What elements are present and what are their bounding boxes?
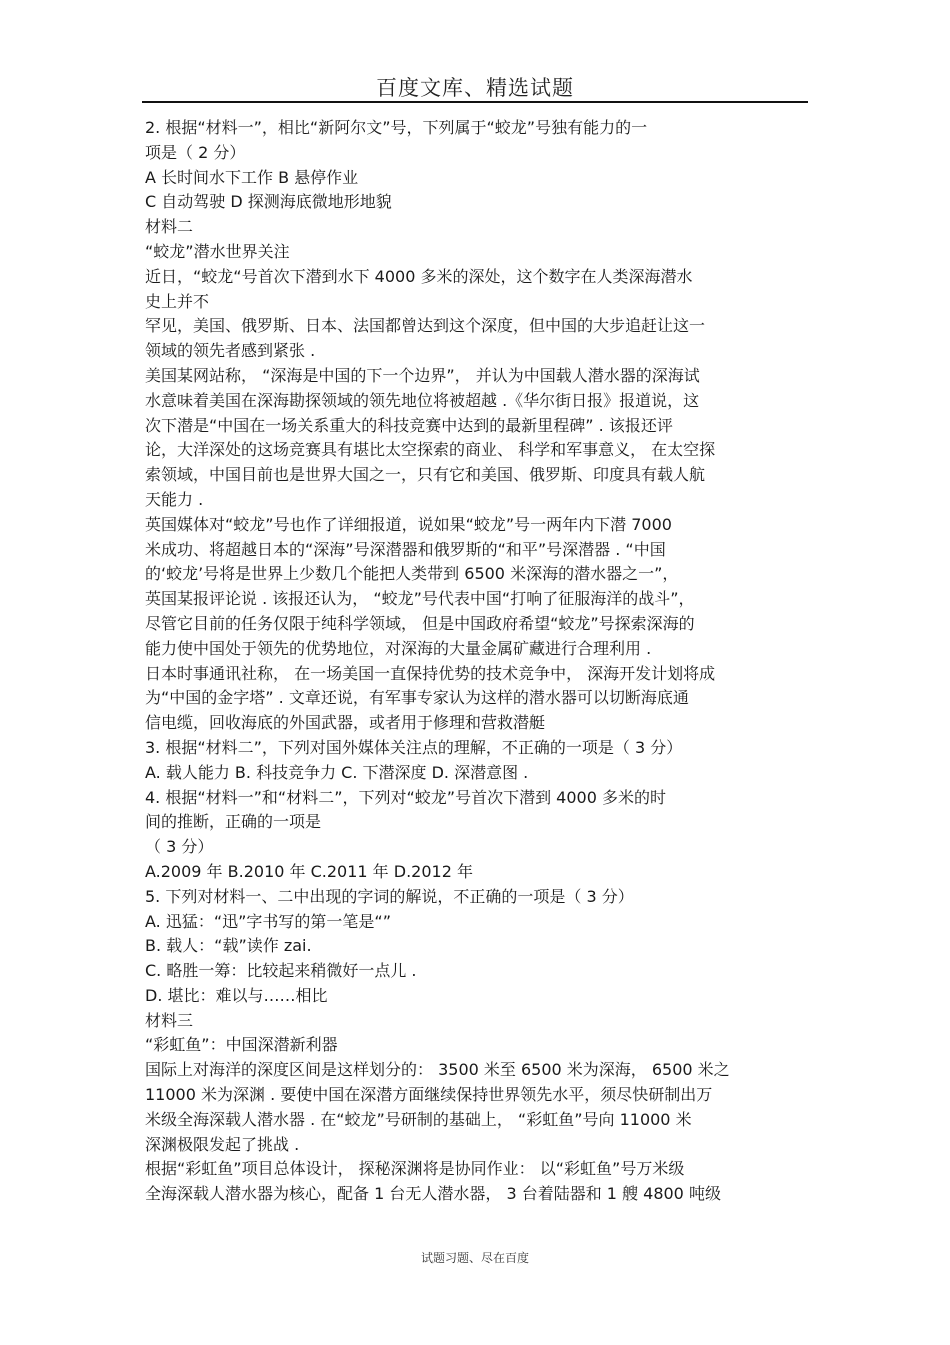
text-line: 近日，“蛟龙“号首次下潜到水下 4000 多米的深处，这个数字在人类深海潜水 — [145, 266, 693, 286]
text-line: A.2009 年 B.2010 年 C.2011 年 D.2012 年 — [145, 861, 473, 881]
text-line: C. 略胜一筹：比较起来稍微好一点儿 . — [145, 961, 417, 981]
text-line: 天能力 . — [145, 489, 204, 509]
text-line: 间的推断，正确的一项是 — [145, 812, 322, 832]
text-line: 材料三 — [145, 1010, 194, 1030]
text-line: 尽管它目前的任务仅限于纯科学领域， 但是中国政府希望“蛟龙”号探索深海的 — [145, 613, 695, 633]
page-footer: 试题习题、尽在百度 — [420, 1251, 529, 1265]
text-line: 11000 米为深渊 . 要使中国在深潜方面继续保持世界领先水平，须尽快研制出万 — [145, 1085, 713, 1105]
text-line: 的‘蛟龙’号将是世界上少数几个能把人类带到 6500 米深海的潜水器之一”， — [145, 564, 679, 584]
text-line: 3. 根据“材料二”，下列对国外媒体关注点的理解，不正确的一项是（ 3 分） — [145, 737, 683, 757]
text-line: 史上并不 — [145, 291, 210, 311]
text-line: D. 堪比：难以与……相比 — [145, 985, 328, 1005]
text-line: （ 3 分） — [145, 837, 214, 857]
text-line: 能力使中国处于领先的优势地位，对深海的大量金属矿藏进行合理利用 . — [145, 638, 652, 658]
text-line: “彩虹鱼”：中国深潜新利器 — [145, 1035, 338, 1055]
text-line: 英国某报评论说 . 该报还认为， “蛟龙”号代表中国“打响了征服海洋的战斗”， — [145, 589, 695, 609]
text-line: 2. 根据“材料一”，相比“新阿尔文”号，下列属于“蛟龙”号独有能力的一 — [145, 118, 648, 137]
text-line: 根据“彩虹鱼”项目总体设计， 探秘深渊将是协同作业： 以“彩虹鱼”号万米级 — [145, 1159, 685, 1179]
text-line: B. 载人：“载”读作 zai. — [145, 936, 312, 956]
text-line: 国际上对海洋的深度区间是这样划分的： 3500 米至 6500 米为深海， 6500 米之 — [145, 1060, 730, 1080]
text-line: 领域的领先者感到紧张 . — [145, 341, 316, 361]
text-line: 论，大洋深处的这场竞赛具有堪比太空探索的商业、 科学和军事意义， 在太空探 — [145, 440, 716, 460]
text-line: 信电缆，回收海底的外国武器，或者用于修理和营救潜艇 — [145, 713, 546, 733]
text-line: 罕见，美国、俄罗斯、日本、法国都曾达到这个深度，但中国的大步追赶让这一 — [145, 316, 706, 336]
text-line: 项是（ 2 分） — [145, 142, 246, 162]
text-line: C 自动驾驶 D 探测海底微地形地貌 — [145, 192, 392, 212]
text-line: A 长时间水下工作 B 悬停作业 — [145, 167, 359, 187]
text-line: 索领域，中国目前也是世界大国之一，只有它和美国、俄罗斯、印度具有载人航 — [145, 465, 706, 485]
text-line: 美国某网站称， “深海是中国的下一个边界”， 并认为中国载人潜水器的深海试 — [145, 365, 700, 385]
text-line: 米级全海深载人潜水器 . 在“蛟龙”号研制的基础上， “彩虹鱼”号向 11000 米 — [145, 1109, 692, 1129]
text-line: 水意味着美国在深海勘探领域的领先地位将被超越 .《华尔街日报》报道说，这 — [145, 390, 700, 410]
text-line: 米成功、将超越日本的“深海”号深潜器和俄罗斯的“和平”号深潜器 . “中国 — [145, 539, 666, 559]
page-header-title: 百度文库、精选试题 — [376, 76, 574, 100]
text-line: 5. 下列对材料一、二中出现的字词的解说，不正确的一项是（ 3 分） — [145, 886, 634, 906]
text-line: 为“中国的金字塔” . 文章还说，有军事专家认为这样的潜水器可以切断海底通 — [145, 688, 689, 708]
text-line: 材料二 — [145, 217, 194, 237]
text-line: 日本时事通讯社称， 在一场美国一直保持优势的技术竞争中， 深海开发计划将成 — [145, 663, 716, 683]
text-line: A. 迅猛：“迅”字书写的第一笔是“” — [145, 911, 391, 931]
text-line: 深渊极限发起了挑战 . — [145, 1134, 300, 1154]
text-line: A. 载人能力 B. 科技竞争力 C. 下潜深度 D. 深潜意图 . — [145, 762, 529, 782]
text-line: 全海深载人潜水器为核心，配备 1 台无人潜水器， 3 台着陆器和 1 艘 4800 吨级 — [145, 1184, 721, 1204]
text-line: 次下潜是“中国在一场关系重大的科技竞赛中达到的最新里程碑” . 该报还评 — [145, 415, 673, 435]
text-line: 英国媒体对“蛟龙”号也作了详细报道，说如果“蛟龙”号一两年内下潜 7000 — [145, 514, 672, 534]
header-divider — [142, 101, 808, 103]
document-body — [145, 116, 807, 1207]
text-line: “蛟龙”潜水世界关注 — [145, 241, 290, 261]
text-line: 4. 根据“材料一”和“材料二”，下列对“蛟龙”号首次下潜到 4000 多米的时 — [145, 787, 666, 807]
